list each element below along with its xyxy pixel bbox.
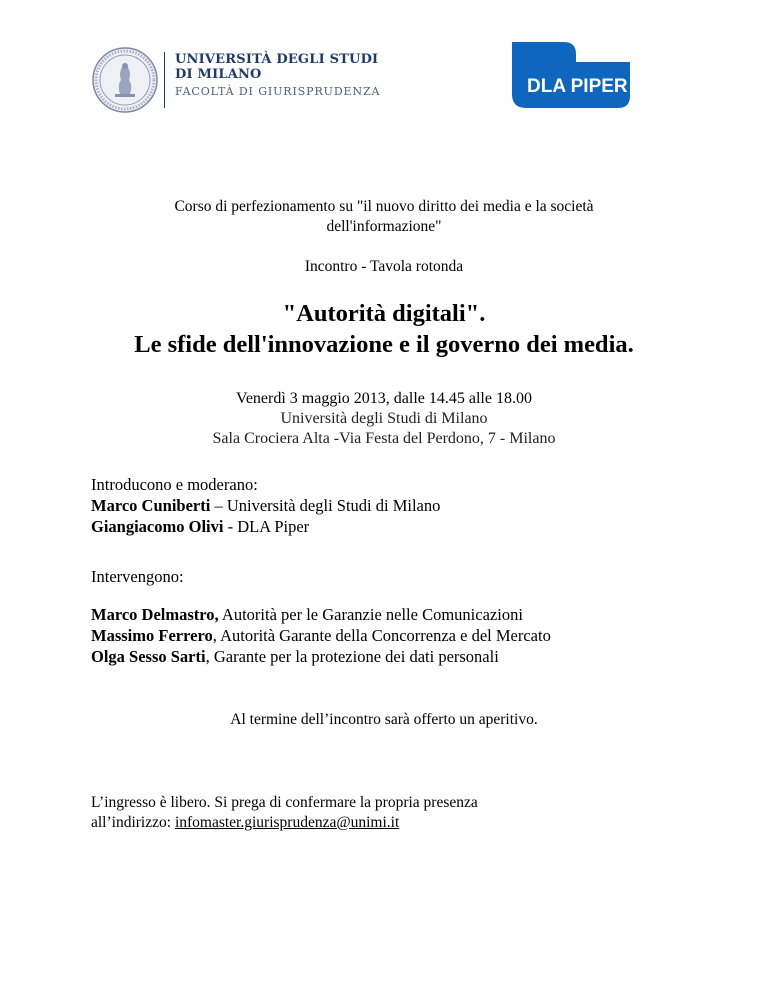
svg-text:DLA PIPER: DLA PIPER	[527, 76, 628, 97]
title-line2: Le sfide dell'innovazione e il governo dei media.	[134, 331, 634, 358]
course-line2: dell'informazione"	[326, 218, 442, 235]
faculty-name: FACOLTÀ DI GIURISPRUDENZA	[175, 85, 381, 98]
speaker-row	[91, 646, 551, 667]
entry-line2	[91, 813, 478, 833]
moderator-affiliation: DLA Piper	[237, 517, 310, 536]
moderator-row	[91, 495, 440, 516]
moderator-affiliation: Università degli Studi di Milano	[226, 496, 441, 515]
moderator-name: Marco Cuniberti	[91, 496, 211, 515]
header-logos	[0, 40, 768, 120]
event-details	[0, 389, 768, 449]
entry-line1: L’ingresso è libero. Si prega di confermare la propria presenza	[91, 794, 478, 811]
university-name-block	[164, 52, 380, 108]
event-venue: Università degli Studi di Milano	[280, 410, 488, 427]
dla-piper-logo	[506, 42, 630, 108]
closing-note: Al termine dell’incontro sarà offerto un aperitivo.	[230, 711, 538, 728]
university-seal-icon	[91, 46, 159, 114]
university-name-line2: DI MILANO	[175, 67, 262, 82]
course-description	[100, 197, 668, 237]
speaker-affiliation: , Garante per la protezione dei dati personali	[205, 647, 499, 666]
speaker-row	[91, 625, 551, 646]
meeting-type: Incontro - Tavola rotonda	[304, 258, 464, 275]
moderator-name: Giangiacomo Olivi	[91, 517, 224, 536]
speakers-list	[91, 604, 551, 667]
moderators-section	[91, 474, 440, 537]
event-address: Sala Crociera Alta -Via Festa del Perdono, 7 - Milano	[212, 430, 556, 447]
moderator-row	[91, 516, 440, 537]
speaker-affiliation: , Autorità Garante della Concorrenza e del Mercato	[212, 626, 551, 645]
email-link[interactable]: infomaster.giurisprudenza@unimi.it	[174, 814, 400, 831]
moderator-separator: -	[223, 517, 238, 536]
title-line1: "Autorità digitali".	[282, 300, 486, 327]
university-name-line1: UNIVERSITÀ DEGLI STUDI	[175, 52, 379, 67]
moderator-separator: –	[210, 496, 227, 515]
speaker-name: Massimo Ferrero	[91, 626, 213, 645]
event-title	[0, 298, 768, 360]
course-line1: Corso di perfezionamento su "il nuovo diritto dei media e la società	[174, 198, 594, 215]
entry-prefix: all’indirizzo:	[91, 814, 175, 831]
speaker-name: Olga Sesso Sarti	[91, 647, 206, 666]
speaker-row	[91, 604, 551, 625]
entry-info	[91, 793, 478, 833]
speaker-name: Marco Delmastro,	[91, 605, 219, 624]
speaker-affiliation: Autorità per le Garanzie nelle Comunicazioni	[218, 605, 523, 624]
speakers-heading: Intervengono:	[91, 567, 184, 586]
moderators-heading: Introducono e moderano:	[91, 475, 258, 494]
event-date: Venerdì 3 maggio 2013, dalle 14.45 alle 18.00	[236, 390, 532, 407]
